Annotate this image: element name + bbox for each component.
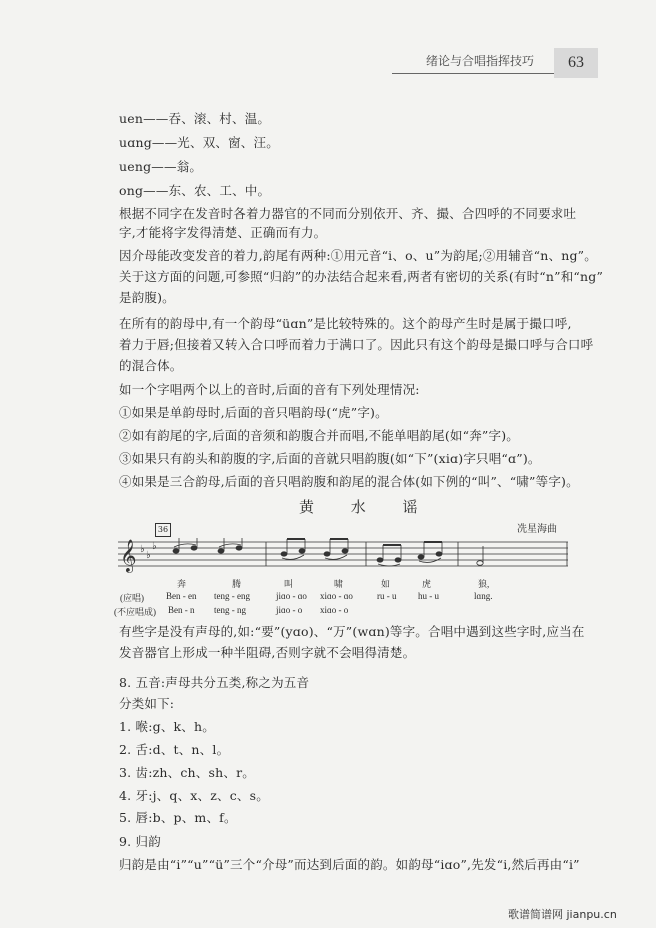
lyric-syllable: jiɑo - ɑo bbox=[276, 591, 307, 601]
header-rule bbox=[392, 73, 554, 74]
paragraph-line: 字,才能将字发得清楚、正确而有力。 bbox=[119, 225, 327, 240]
paragraph-line: 在所有的韵母中,有一个韵母“üɑn”是比较特殊的。这个韵母产生时是属于撮口呼, bbox=[119, 316, 572, 331]
final-example-uang: uɑng——光、双、窗、汪。 bbox=[119, 135, 279, 150]
paragraph-line: 分类如下: bbox=[119, 696, 175, 711]
lyric-char: 啸 bbox=[334, 579, 344, 589]
lyric-char: 虎 bbox=[422, 579, 432, 589]
site-watermark: 歌谱简谱网 jianpu.cn bbox=[508, 908, 617, 921]
list-item: 4. 牙:j、q、x、z、c、s。 bbox=[119, 788, 269, 803]
lyric-syllable: ru - u bbox=[377, 591, 397, 601]
page-number: 63 bbox=[554, 48, 598, 78]
paragraph-line: 的混合体。 bbox=[119, 358, 183, 373]
rule-item-2: ②如有韵尾的字,后面的音须和韵腹合并而唱,不能单唱韵尾(如“奔”字)。 bbox=[119, 428, 519, 443]
lyric-syllable: teng - eng bbox=[214, 591, 250, 601]
lyric-syllable: hu - u bbox=[418, 591, 439, 601]
lyric-syllable: lɑng. bbox=[474, 591, 493, 601]
rule-item-1: ①如果是单韵母时,后面的音只唱韵母(“虎”字)。 bbox=[119, 405, 388, 420]
lyric-char: 叫 bbox=[284, 579, 294, 589]
final-example-uen: uen——吞、滚、村、温。 bbox=[119, 111, 271, 126]
list-item: 2. 舌:d、t、n、l。 bbox=[119, 742, 230, 757]
row-label-should-sing: (应唱) bbox=[120, 593, 144, 603]
song-title: 黄 水 谣 bbox=[299, 498, 434, 516]
paragraph-line: 关于这方面的问题,可参照“归韵”的办法结合起来看,两者有密切的关系(有时“n”和“ng” bbox=[119, 269, 604, 284]
rule-item-3: ③如果只有韵头和韵腹的字,后面的音就只唱韵腹(如“下”(xiɑ)字只唱“ɑ”)。 bbox=[119, 451, 541, 466]
svg-text:𝄞: 𝄞 bbox=[120, 539, 137, 572]
paragraph-line: 归韵是由“i”“u”“ü”三个“介母”而达到后面的韵。如韵母“iɑo”,先发“i,然后再由“i” bbox=[119, 857, 580, 872]
section-heading-five-tones: 8. 五音:声母共分五类,称之为五音 bbox=[119, 675, 310, 690]
music-staff bbox=[118, 538, 570, 574]
lyric-char: 奔 bbox=[177, 579, 187, 589]
paragraph-line: 发音器官上形成一种半阻碍,否则字就不会唱得清楚。 bbox=[119, 645, 416, 660]
measure-number: 36 bbox=[155, 523, 171, 537]
lyric-syllable: teng - ng bbox=[214, 605, 246, 615]
final-example-ueng: ueng——翁。 bbox=[119, 159, 203, 174]
lyric-syllable: xiɑo - o bbox=[320, 605, 349, 615]
svg-text:♭: ♭ bbox=[146, 550, 151, 561]
paragraph-line: 因介母能改变发音的着力,韵尾有两种:①用元音“i、o、u”为韵尾;②用辅音“n、ng”。 bbox=[119, 248, 597, 263]
paragraph-line: 着力于唇;但接着又转入合口呼而着力于满口了。因此只有这个韵母是撮口呼与合口呼 bbox=[119, 337, 594, 352]
composer-credit: 冼星海曲 bbox=[517, 524, 557, 535]
lyric-syllable: Ben - en bbox=[166, 591, 197, 601]
rule-item-4: ④如果是三合韵母,后面的音只唱韵腹和韵尾的混合体(如下例的“叫”、“啸”等字)。 bbox=[119, 474, 579, 489]
lyric-char: 如 bbox=[381, 579, 391, 589]
final-example-ong: ong——东、农、工、中。 bbox=[119, 183, 271, 198]
paragraph-line: 如一个字唱两个以上的音时,后面的音有下列处理情况: bbox=[119, 382, 420, 397]
lyric-char: 腾 bbox=[232, 579, 242, 589]
section-heading-guiyun: 9. 归韵 bbox=[119, 834, 161, 849]
list-item: 5. 唇:b、p、m、f。 bbox=[119, 810, 237, 825]
lyric-syllable: jiɑo - o bbox=[276, 605, 303, 615]
svg-text:♭: ♭ bbox=[152, 541, 157, 552]
paragraph-line: 根据不同字在发音时各着力器官的不同而分别依开、齐、撮、合四呼的不同要求吐 bbox=[119, 206, 577, 221]
row-label-should-not-sing: (不应唱成) bbox=[114, 607, 156, 617]
running-header: 绪论与合唱指挥技巧 bbox=[426, 54, 535, 68]
list-item: 1. 喉:g、k、h。 bbox=[119, 719, 215, 734]
lyric-syllable: xiɑo - ɑo bbox=[320, 591, 353, 601]
list-item: 3. 齿:zh、ch、sh、r。 bbox=[119, 765, 255, 780]
paragraph-line: 是韵腹)。 bbox=[119, 290, 175, 305]
lyric-char: 狼, bbox=[478, 579, 490, 589]
paragraph-line: 有些字是没有声母的,如:“要”(yɑo)、“万”(wɑn)等字。合唱中遇到这些字时,应当在 bbox=[119, 624, 585, 639]
lyric-syllable: Ben - n bbox=[168, 605, 195, 615]
svg-text:♭: ♭ bbox=[140, 544, 145, 555]
